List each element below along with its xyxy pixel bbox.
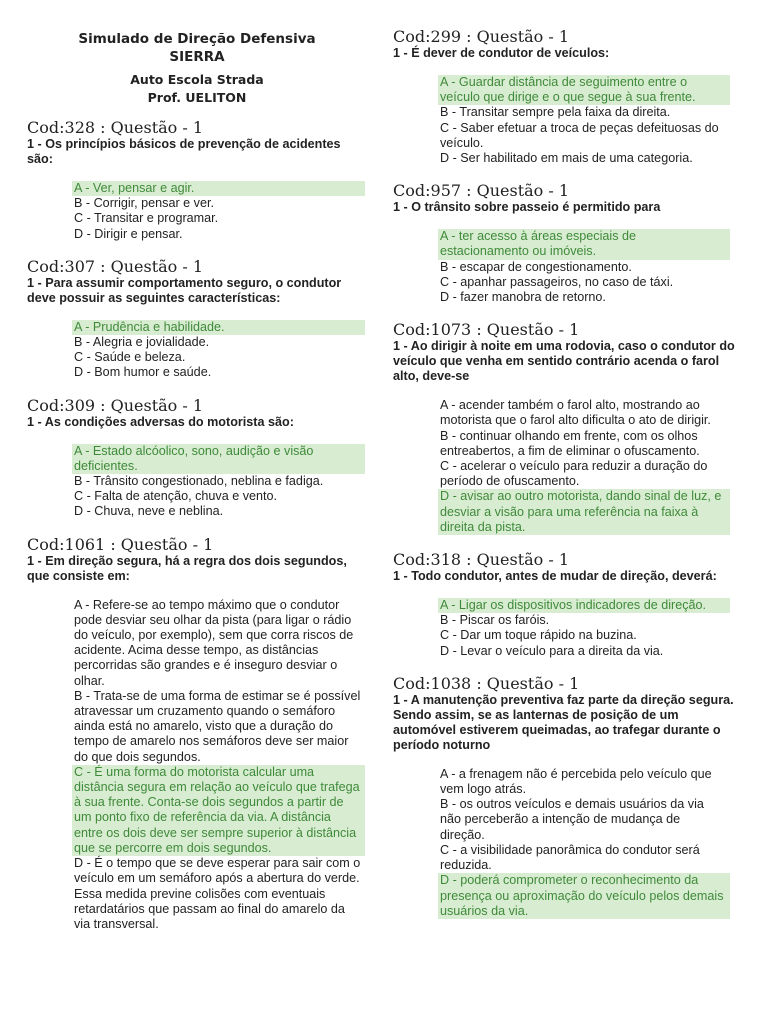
question-block [27, 397, 367, 520]
answer-options [438, 398, 730, 535]
question-text: 1 - Em direção segura, há a regra dos dois segundos, que consiste em: [27, 553, 347, 583]
left-question-list [27, 119, 367, 932]
answer-option: B - Corrigir, pensar e ver. [74, 196, 214, 211]
question-block [393, 182, 738, 305]
answer-option: C - Saúde e beleza. [74, 350, 186, 365]
answer-option: A - a frenagem não é percebida pelo veículo que vem logo atrás. [440, 766, 712, 797]
answer-option: C - Transitar e programar. [74, 211, 219, 226]
answer-option: D - Levar o veículo para a direita da via. [440, 643, 664, 658]
right-question-list [393, 28, 738, 919]
question-code: Cod:328 : Questão - 1 [27, 118, 204, 137]
question-text: 1 - Todo condutor, antes de mudar de direção, deverá: [393, 569, 717, 584]
answer-option: B - Alegria e jovialidade. [74, 335, 210, 350]
question-block [393, 321, 738, 535]
question-block [27, 536, 367, 932]
correct-answer-option: C - É uma forma do motorista calcular uma distância segura em relação ao veículo que trafega à sua frente. Conta-se dois segundos a partir de um ponto fixo de referência da via. A distância entre os dois deve ser sempre superior à distância que se percorre em dois segundos. [72, 765, 365, 856]
question-block [27, 119, 367, 242]
question-text: 1 - Os princípios básicos de prevenção de acidentes são: [27, 137, 341, 166]
document-title: Simulado de Direção Defensiva [78, 31, 316, 47]
answer-option: D - Chuva, neve e neblina. [74, 504, 224, 519]
document-header [37, 30, 357, 107]
answer-options [72, 181, 365, 242]
question-code: Cod:307 : Questão - 1 [27, 256, 204, 276]
question-block [393, 551, 738, 659]
teacher-name: Prof. UELITON [147, 90, 247, 105]
answer-option: B - Piscar os faróis. [440, 613, 550, 628]
answer-option: B - continuar olhando em frente, com os olhos entreabertos, a fim de eliminar o ofuscamento. [440, 428, 700, 458]
question-code: Cod:1038 : Questão - 1 [393, 673, 580, 693]
question-block [393, 28, 738, 166]
question-code: Cod:309 : Questão - 1 [27, 395, 204, 415]
correct-answer-option: A - Ver, pensar e agir. [72, 181, 365, 196]
answer-options [438, 229, 730, 305]
question-text: 1 - As condições adversas do motorista são: [27, 414, 294, 429]
answer-option: B - Trata-se de uma forma de estimar se é possível atravessar um cruzamento quando o semáforo ainda está no amarelo, visto que a duração do tempo de amarelo nos semáforos deve ser maior do que dois segundos. [74, 688, 361, 764]
answer-option: C - Saber efetuar a troca de peças defeituosas do veículo. [440, 120, 719, 150]
answer-option: B - Transitar sempre pela faixa da direita. [440, 105, 671, 120]
answer-option: B - escapar de congestionamento. [440, 259, 632, 274]
correct-answer-option: A - Guardar distância de seguimento entre o veículo que dirige e o que segue à sua frente. [438, 75, 730, 105]
answer-option: D - Dirigir e pensar. [74, 226, 183, 241]
answer-option: C - a visibilidade panorâmica do condutor será reduzida. [440, 842, 700, 873]
answer-option: C - acelerar o veículo para reduzir a duração do período de ofuscamento. [440, 459, 708, 489]
question-code: Cod:299 : Questão - 1 [393, 27, 570, 46]
question-block [27, 258, 367, 381]
answer-option: D - Ser habilitado em mais de uma categoria. [440, 151, 693, 166]
answer-options [438, 75, 730, 166]
question-code: Cod:318 : Questão - 1 [393, 550, 570, 570]
answer-option: B - Trânsito congestionado, neblina e fadiga. [74, 474, 324, 489]
question-code: Cod:1073 : Questão - 1 [393, 320, 580, 340]
answer-options [438, 598, 730, 659]
answer-options [72, 444, 365, 520]
question-text: 1 - O trânsito sobre passeio é permitido para [393, 200, 661, 215]
correct-answer-option: D - poderá comprometer o reconhecimento da presença ou aproximação do veículo pelos demais usuários da via. [438, 873, 730, 919]
question-code: Cod:957 : Questão - 1 [393, 181, 570, 201]
answer-option: C - apanhar passageiros, no caso de táxi. [440, 274, 674, 289]
school-name: Auto Escola Strada [130, 72, 264, 87]
answer-options [438, 767, 730, 919]
correct-answer-option: A - ter acesso à áreas especiais de estacionamento ou imóveis. [438, 229, 730, 259]
correct-answer-option: A - Prudência e habilidade. [72, 320, 365, 335]
question-text: 1 - Ao dirigir à noite em uma rodovia, caso o condutor do veículo que venha em sentido contrário acenda o farol alto, deve-se [393, 339, 735, 384]
question-text: 1 - A manutenção preventiva faz parte da direção segura. Sendo assim, se as lanternas de posição de um automóvel estiverem queimadas, ao trafegar durante o período noturno [393, 692, 734, 752]
answer-options [72, 598, 365, 932]
answer-option: D - É o tempo que se deve esperar para sair com o veículo em um semáforo após a abertura do verde. Essa medida previne colisões com eventuais retardatários que passam ao final do amarelo da via transversal. [74, 856, 361, 931]
question-code: Cod:1061 : Questão - 1 [27, 534, 214, 554]
answer-option: B - os outros veículos e demais usuários da via não perceberão a intenção de mudança de direção. [440, 797, 704, 842]
answer-option: C - Falta de atenção, chuva e vento. [74, 489, 278, 504]
answer-options [72, 320, 365, 381]
question-text: 1 - É dever de condutor de veículos: [393, 46, 610, 60]
answer-option: A - acender também o farol alto, mostrando ao motorista que o farol alto dificulta o ato de dirigir. [440, 398, 711, 428]
question-text: 1 - Para assumir comportamento seguro, o condutor deve possuir as seguintes características: [27, 275, 342, 305]
right-column [393, 0, 738, 919]
correct-answer-option: A - Ligar os dispositivos indicadores de direção. [438, 598, 730, 613]
correct-answer-option: A - Estado alcóolico, sono, audição e visão deficientes. [72, 444, 365, 474]
answer-option: C - Dar um toque rápido na buzina. [440, 628, 637, 643]
document-subtitle: SIERRA [169, 49, 225, 65]
left-column [27, 0, 367, 932]
answer-option: D - fazer manobra de retorno. [440, 290, 606, 305]
answer-option: A - Refere-se ao tempo máximo que o condutor pode desviar seu olhar da pista (para ligar o rádio do veículo, por exemplo), sem que corra riscos de acidente. Acima desse tempo, as distâncias percorridas são grandes e é inseguro desviar o olhar. [74, 597, 354, 688]
answer-option: D - Bom humor e saúde. [74, 365, 212, 380]
question-block [393, 675, 738, 919]
correct-answer-option: D - avisar ao outro motorista, dando sinal de luz, e desviar a visão para uma referência na faixa à direita da pista. [438, 489, 730, 535]
